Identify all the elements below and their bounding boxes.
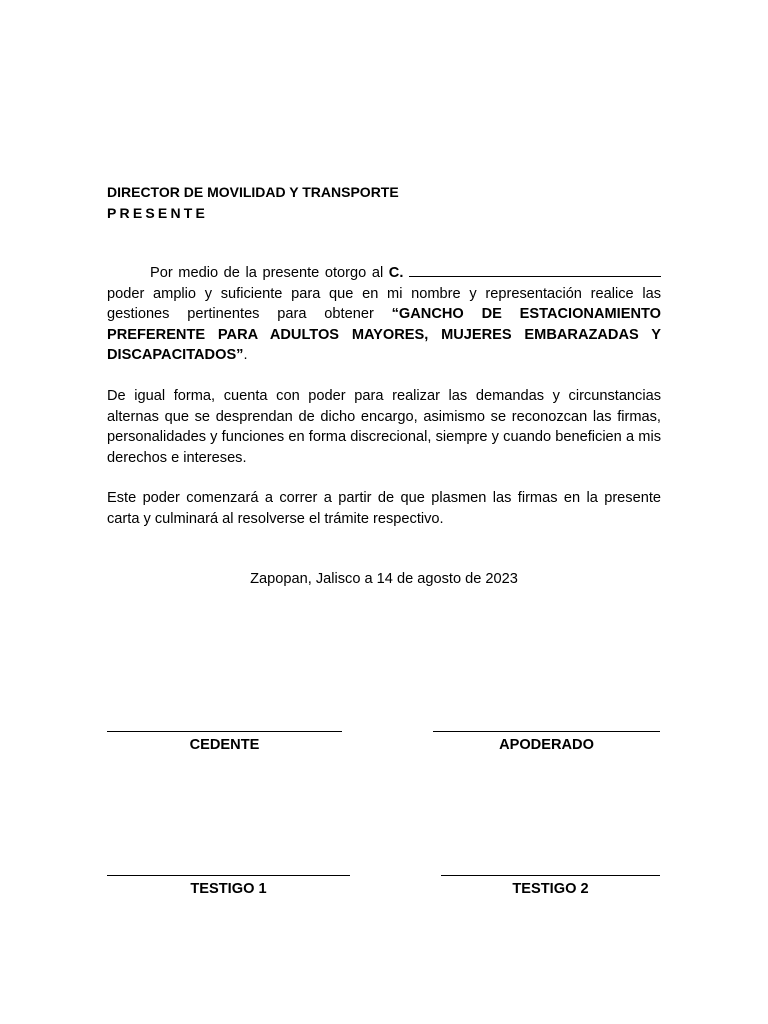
paragraph1-emphasis: “GANCHO DE ESTACIONAMIENTO PREFERENTE PARA ADULTOS MAYORES, MUJERES EMBARAZADAS Y DISCAPACITADOS” (107, 306, 661, 363)
signature-testigo-2 (441, 875, 660, 897)
paragraph-validity: Este poder comenzará a correr a partir de que plasmen las firmas en la presente carta y culminará al resolverse el trámite respectivo. (107, 490, 661, 527)
signature-line (107, 731, 342, 732)
signature-label-testigo-1: TESTIGO 1 (190, 881, 267, 897)
signature-label-cedente: CEDENTE (189, 737, 260, 753)
paragraph1-middle: poder amplio y suficiente para que en mi nombre y representación realice las gestiones pertinentes para obtener (107, 285, 661, 322)
citizen-label: C. (388, 265, 404, 281)
signature-apoderado (433, 731, 660, 753)
addressee-greeting: PRESENTE (107, 205, 209, 221)
signature-testigo-1 (107, 875, 350, 897)
signature-cedente (107, 731, 342, 753)
name-blank-line (409, 262, 661, 277)
addressee-block (107, 182, 399, 224)
addressee-title: DIRECTOR DE MOVILIDAD Y TRANSPORTE (107, 184, 399, 200)
paragraph-power-grant (107, 262, 661, 366)
signature-line (441, 875, 660, 876)
signature-label-testigo-2: TESTIGO 2 (512, 881, 589, 897)
paragraph1-intro: Por medio de la presente otorgo al (150, 265, 389, 281)
signature-line (107, 875, 350, 876)
signature-line (433, 731, 660, 732)
signature-label-apoderado: APODERADO (499, 737, 594, 753)
paragraph1-end: . (243, 347, 248, 363)
paragraph-scope: De igual forma, cuenta con poder para realizar las demandas y circunstancias alternas que se desprendan de dicho encargo, asimismo se reconozcan las firmas, personalidades y funciones en forma discrecional, siempre y cuando beneficien a mis derechos e intereses. (107, 388, 661, 466)
date-place: Zapopan, Jalisco a 14 de agosto de 2023 (250, 571, 518, 587)
